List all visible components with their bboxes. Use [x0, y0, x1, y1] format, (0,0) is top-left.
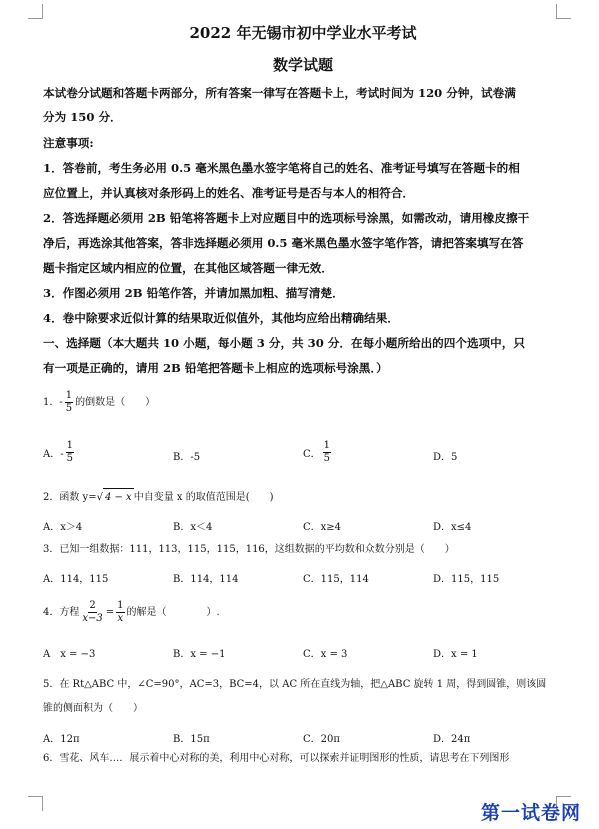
note-2-line-2: 净后，再选涂其他答案，答非选择题必须用 0.5 毫米黑色墨水签字笔作答，请把答案填写在答: [43, 236, 524, 250]
note-1-line-1: 1．答卷前，考生务必用 0.5 毫米黑色墨水签字笔将自己的姓名、准考证号填写在答题卡的相: [43, 161, 520, 175]
q4-right-fraction: [116, 600, 124, 625]
q5-option-a: A．12π: [43, 734, 80, 745]
q2-radicand: 4 − x: [103, 488, 134, 507]
q4-left-den: x−3: [82, 613, 103, 624]
q1-frac-num: 1: [65, 390, 73, 401]
question-4-options: [43, 645, 563, 675]
q4-right-num: 1: [117, 600, 124, 611]
q1-a-num: 1: [66, 440, 73, 451]
q3-option-b: B．114，114: [173, 574, 239, 585]
q4-suffix: 的解是（ ）.: [126, 606, 220, 618]
question-1-options: [43, 440, 563, 470]
q1-option-b: B．-5: [173, 452, 201, 463]
q4-right-den: x: [117, 613, 124, 624]
note-2-line-1: 2．答选择题必须用 2B 铅笔将答题卡上对应题目中的选项标号涂黑，如需改动，请用橡皮擦干: [43, 211, 530, 225]
crop-mark-top-right: [556, 4, 571, 19]
note-2-line-3: 题卡指定区域内相应的位置，在其他区域答题一律无效．: [43, 261, 333, 275]
q2-suffix: 中自变量 x 的取值范围是( ): [133, 491, 274, 503]
q2-prefix: 2．函数 y=: [43, 491, 97, 503]
q5-option-c: C．20π: [303, 734, 340, 745]
question-6-line-1: 6．雪花、风车…．展示着中心对称的美，利用中心对称，可以探索并证明图形的性质，请思考在下列图形: [43, 753, 510, 764]
q5-option-b: B．15π: [173, 734, 210, 745]
section-1-line-2: 有一项是正确的，请用 2B 铅笔把答题卡上相应的选项标号涂黑．）: [43, 361, 388, 375]
q2-option-d: D．x≤4: [433, 522, 472, 533]
q4-option-a: A x = −3: [43, 649, 96, 660]
q1-option-d: D．5: [433, 452, 458, 463]
q3-option-c: C．115，114: [303, 574, 369, 585]
q4-option-c: C．x = 3: [303, 649, 348, 660]
q4-option-b: B．x = −1: [173, 649, 226, 660]
question-5-line-2: 锥的侧面积为（ ）: [43, 703, 143, 714]
q1-c-den: 5: [323, 453, 331, 464]
question-2-stem: [43, 488, 563, 507]
q1-c-num: 1: [323, 440, 331, 451]
q4-equals: =: [105, 606, 115, 618]
q3-option-a: A．114，115: [43, 574, 109, 585]
q1-fraction: [65, 390, 73, 415]
q1-suffix: 的倒数是（ ）: [75, 396, 156, 408]
q4-prefix: 4．方程: [43, 606, 80, 618]
intro-line-1: 本试卷分试题和答题卡两部分，所有答案一律写在答题卡上，考试时间为 120 分钟，试卷满: [43, 86, 516, 100]
q1-prefix: 1．-: [43, 396, 63, 408]
section-1-line-1: 一、选择题（本大题共 10 小题，每小题 3 分，共 30 分．在每小题所给出的四个选项中，只: [43, 336, 525, 350]
notes-heading: 注意事项:: [43, 136, 94, 150]
q2-option-c: C．x≥4: [303, 522, 342, 533]
q1-a-label: A．-: [43, 449, 64, 460]
q2-sqrt: [97, 488, 134, 507]
question-3-stem: 3．已知一组数据：111，113，115，115，116，这组数据的平均数和众数分别是（ ）: [43, 544, 455, 555]
crop-mark-top-left: [28, 4, 43, 19]
note-4: 4．卷中除要求近似计算的结果取近似值外，其他均应给出精确结果．: [43, 311, 399, 325]
q2-option-b: B．x＜4: [173, 522, 213, 533]
exam-title: 2022 年无锡市初中学业水平考试: [189, 24, 417, 42]
q4-left-num: 2: [89, 600, 96, 611]
q1-c-label: C．: [303, 449, 321, 460]
q4-option-d: D．x = 1: [433, 649, 478, 660]
site-watermark: 第一试卷网: [480, 802, 581, 824]
q3-option-d: D．115，115: [433, 574, 500, 585]
q1-c-fraction: [323, 440, 331, 465]
q4-left-fraction: [81, 600, 103, 625]
question-4-stem: [43, 600, 563, 625]
q1-a-den: 5: [66, 453, 73, 464]
crop-mark-bottom-left: [28, 796, 43, 811]
q5-option-d: D．24π: [433, 734, 471, 745]
note-3: 3．作图必须用 2B 铅笔作答，并请加黑加粗、描写清楚．: [43, 286, 344, 300]
question-5-line-1: 5．在 Rt△ABC 中，∠C=90°，AC=3，BC=4，以 AC 所在直线为轴，把△ABC 旋转 1 周，得到圆锥，则该圆: [43, 679, 547, 690]
q2-option-a: A．x＞4: [43, 522, 83, 533]
sqrt-icon: √: [96, 492, 103, 503]
q1-option-c: [303, 440, 333, 465]
question-1-stem: [43, 390, 563, 415]
q1-option-a: [43, 440, 76, 465]
q1-frac-den: 5: [65, 403, 73, 414]
question-3-options: [43, 570, 563, 600]
q1-a-fraction: [66, 440, 74, 465]
exam-subtitle: 数学试题: [272, 56, 333, 74]
note-1-line-2: 应位置上，并认真核对条形码上的姓名、准考证号是否与本人的相符合．: [43, 186, 415, 200]
intro-line-2: 分为 150 分．: [43, 110, 122, 124]
